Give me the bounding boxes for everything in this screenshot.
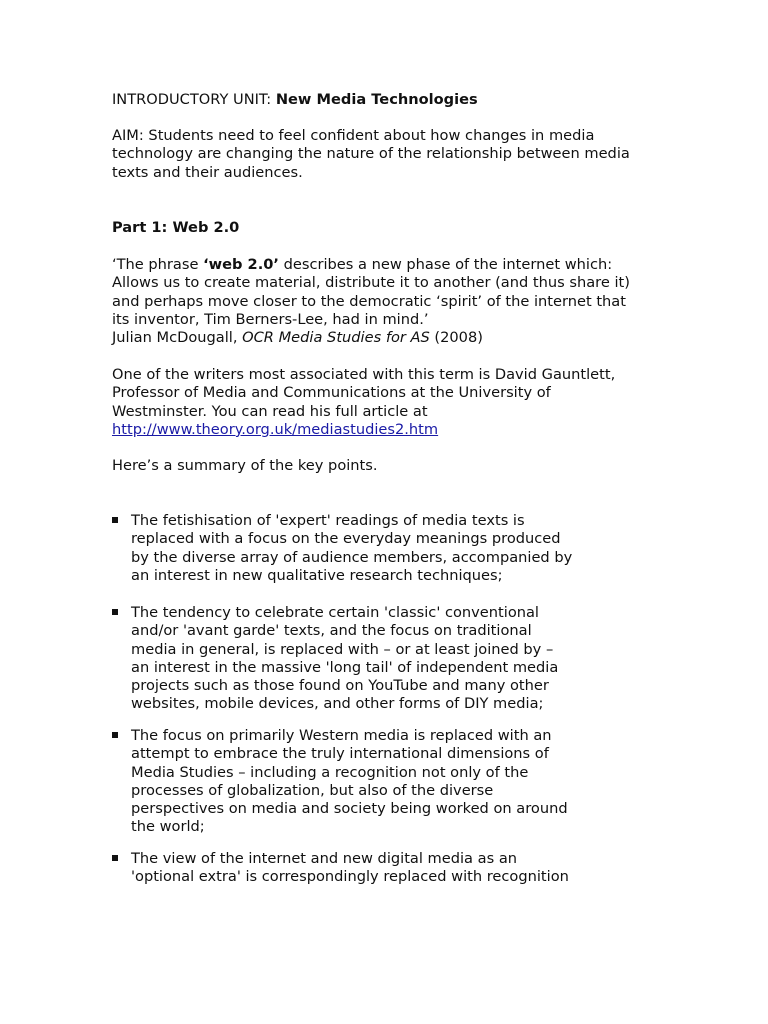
- article-link[interactable]: http://www.theory.org.uk/mediastudies2.htm: [112, 420, 439, 438]
- attribution-author: Julian McDougall,: [112, 329, 243, 347]
- bullet-square-icon: [112, 517, 118, 523]
- title-prefix: INTRODUCTORY UNIT:: [112, 91, 276, 108]
- writers-line: One of the writers most associated with this term is David Gauntlett,: [112, 366, 616, 383]
- bullet-line: The focus on primarily Western media is replaced with an: [131, 727, 552, 744]
- quote-line: Allows us to create material, distribute it to another (and thus share it): [112, 274, 630, 292]
- aim-paragraph: [112, 127, 630, 182]
- list-item-text: [131, 512, 572, 585]
- list-item-text: [131, 604, 558, 714]
- bullet-line: by the diverse array of audience members, accompanied by: [131, 548, 573, 566]
- bullet-line: attempt to embrace the truly international dimensions of: [131, 745, 549, 763]
- quote-open: ‘The phrase: [112, 256, 204, 273]
- aim-line: texts and their audiences.: [112, 163, 303, 181]
- quote-line: and perhaps move closer to the democratic ‘spirit’ of the internet that: [112, 292, 626, 310]
- bullet-square-icon: [112, 609, 118, 615]
- quote-attribution: [112, 329, 630, 347]
- quote-term: ‘web 2.0’: [203, 256, 279, 273]
- bullet-line: Media Studies – including a recognition not only of the: [131, 763, 529, 781]
- section-heading: Part 1: Web 2.0: [112, 219, 240, 236]
- aim-line: AIM: Students need to feel confident about how changes in media: [112, 127, 595, 144]
- quote-paragraph: [112, 256, 630, 347]
- bullet-line: projects such as those found on YouTube and many other: [131, 677, 549, 695]
- bullet-line: 'optional extra' is correspondingly replaced with recognition: [131, 868, 569, 886]
- attribution-title: OCR Media Studies for AS: [242, 329, 430, 347]
- bullet-square-icon: [112, 732, 118, 738]
- writers-line: Westminster. You can read his full article at: [112, 402, 428, 420]
- bullet-square-icon: [112, 855, 118, 861]
- list-item-text: [131, 850, 569, 887]
- bullet-line: The fetishisation of 'expert' readings of media texts is: [131, 512, 525, 529]
- bullet-line: websites, mobile devices, and other forms of DIY media;: [131, 695, 544, 713]
- bullet-line: The view of the internet and new digital media as an: [131, 850, 518, 867]
- bullet-line: The tendency to celebrate certain 'classic' conventional: [131, 604, 539, 621]
- quote-line1-rest: describes a new phase of the internet which:: [278, 256, 613, 273]
- bullet-line: the world;: [131, 818, 205, 836]
- page-title: [112, 91, 478, 109]
- list-item-text: [131, 727, 568, 837]
- aim-line: technology are changing the nature of the relationship between media: [112, 145, 630, 163]
- bullet-line: an interest in new qualitative research techniques;: [131, 566, 503, 584]
- bullet-line: replaced with a focus on the everyday meanings produced: [131, 530, 561, 548]
- writers-line: Professor of Media and Communications at the University of: [112, 384, 551, 402]
- summary-intro: Here’s a summary of the key points.: [112, 457, 378, 474]
- bullet-line: and/or 'avant garde' texts, and the focus on traditional: [131, 622, 532, 640]
- bullet-line: an interest in the massive 'long tail' of independent media: [131, 658, 559, 676]
- writers-paragraph: [112, 366, 615, 439]
- bullet-line: processes of globalization, but also of the diverse: [131, 781, 494, 799]
- quote-line: [112, 256, 630, 274]
- bullet-line: perspectives on media and society being worked on around: [131, 800, 568, 818]
- bullet-line: media in general, is replaced with – or at least joined by –: [131, 640, 554, 658]
- quote-line: its inventor, Tim Berners-Lee, had in mind.’: [112, 310, 429, 328]
- title-bold: New Media Technologies: [275, 91, 478, 108]
- attribution-year: (2008): [429, 329, 483, 347]
